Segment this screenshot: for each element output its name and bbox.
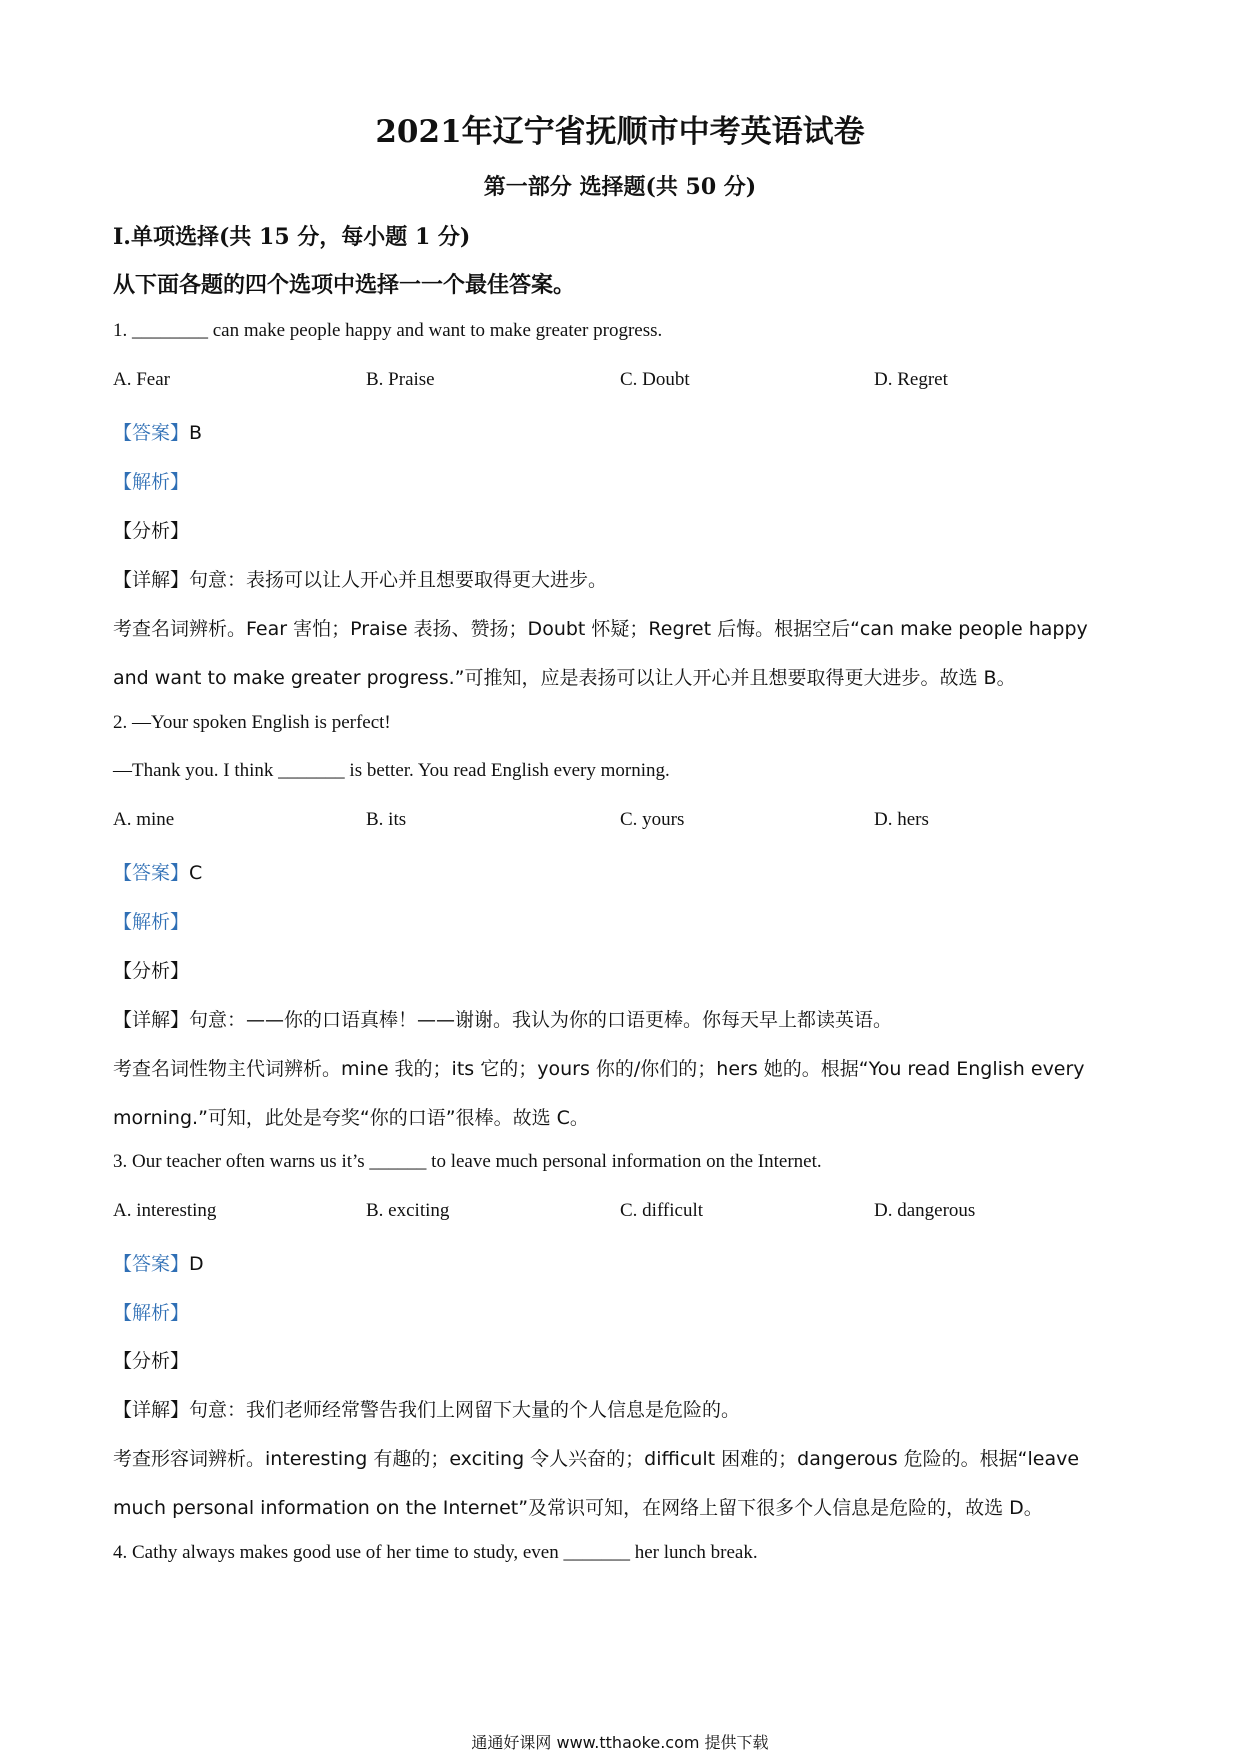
- answer-value: C: [189, 862, 203, 884]
- q1-jiexi-tag: 【解析】: [113, 471, 190, 493]
- q1-explain-line1: 考查名词辨析。Fear 害怕；Praise 表扬、赞扬；Doubt 怀疑；Regret 后悔。根据空后“can make people happy: [113, 618, 1088, 640]
- q2-option-b: B. its: [366, 809, 407, 830]
- q2-stem-line2: —Thank you. I think _______ is better. You read English every morning.: [113, 760, 670, 781]
- q4-stem: 4. Cathy always makes good use of her time to study, even _______ her lunch break.: [113, 1542, 758, 1563]
- answer-tag: 【答案】: [113, 1253, 190, 1275]
- q3-jiexi-tag: 【解析】: [113, 1302, 190, 1324]
- q1-option-d: D. Regret: [874, 369, 948, 390]
- answer-value: D: [189, 1253, 204, 1275]
- q2-explain-line1: 考查名词性物主代词辨析。mine 我的；its 它的；yours 你的/你们的；hers 她的。根据“You read English every: [113, 1058, 1085, 1080]
- q2-option-c: C. yours: [620, 809, 685, 830]
- q2-answer: [113, 858, 202, 885]
- q2-jiexi-tag: 【解析】: [113, 911, 190, 933]
- q3-explain-line2: much personal information on the Internet”及常识可知，在网络上留下很多个人信息是危险的，故选 D。: [113, 1497, 1043, 1519]
- q3-option-a: A. interesting: [113, 1200, 217, 1221]
- answer-value: B: [189, 422, 203, 444]
- page-title: 2021年辽宁省抚顺市中考英语试卷: [375, 114, 865, 150]
- q2-stem-line1: 2. —Your spoken English is perfect!: [113, 712, 391, 733]
- q2-fenxi-tag: 【分析】: [113, 960, 190, 982]
- q2-xiangjie: 【详解】句意：——你的口语真棒！——谢谢。我认为你的口语更棒。你每天早上都读英语。: [113, 1009, 893, 1031]
- q1-stem: 1. ________ can make people happy and want to make greater progress.: [113, 320, 663, 341]
- q3-option-d: D. dangerous: [874, 1200, 976, 1221]
- q3-option-b: B. exciting: [366, 1200, 450, 1221]
- page-footer: 通通好课网 www.tthaoke.com 提供下载: [471, 1733, 769, 1752]
- part-heading: 第一部分 选择题(共 50 分): [483, 174, 757, 200]
- q2-option-a: A. mine: [113, 809, 175, 830]
- instruction: 从下面各题的四个选项中选择一一个最佳答案。: [113, 272, 576, 298]
- q1-option-b: B. Praise: [366, 369, 435, 390]
- q3-stem: 3. Our teacher often warns us it’s ______ to leave much personal information on the Internet.: [113, 1151, 822, 1172]
- q1-option-a: A. Fear: [113, 369, 170, 390]
- answer-tag: 【答案】: [113, 422, 190, 444]
- q2-explain-line2: morning.”可知，此处是夸奖“你的口语”很棒。故选 C。: [113, 1107, 589, 1129]
- q1-option-c: C. Doubt: [620, 369, 690, 390]
- q1-explain-line2: and want to make greater progress.”可推知，应是表扬可以让人开心并且想要取得更大进步。故选 B。: [113, 667, 1016, 689]
- q3-explain-line1: 考查形容词辨析。interesting 有趣的；exciting 令人兴奋的；difficult 困难的；dangerous 危险的。根据“leave: [113, 1448, 1080, 1470]
- q2-option-d: D. hers: [874, 809, 929, 830]
- q3-answer: [113, 1249, 204, 1276]
- q3-option-c: C. difficult: [620, 1200, 704, 1221]
- section-heading: Ⅰ.单项选择(共 15 分，每小题 1 分): [113, 224, 471, 250]
- q1-xiangjie: 【详解】句意：表扬可以让人开心并且想要取得更大进步。: [113, 569, 608, 591]
- q3-fenxi-tag: 【分析】: [113, 1350, 190, 1372]
- answer-tag: 【答案】: [113, 862, 190, 884]
- q1-answer: [113, 418, 202, 445]
- q1-fenxi-tag: 【分析】: [113, 520, 190, 542]
- q3-xiangjie: 【详解】句意：我们老师经常警告我们上网留下大量的个人信息是危险的。: [113, 1399, 741, 1421]
